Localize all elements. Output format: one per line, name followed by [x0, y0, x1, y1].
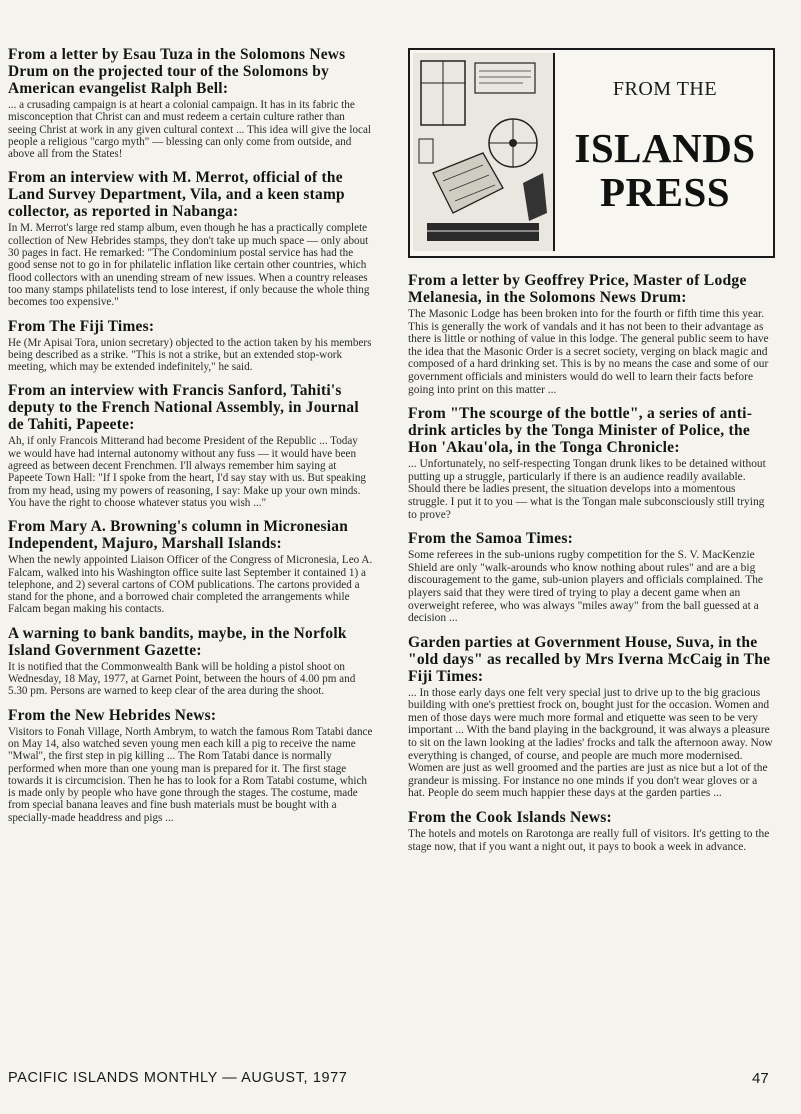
article-esau-tuza	[8, 46, 373, 160]
article-sanford	[8, 382, 373, 509]
masthead-box	[408, 48, 775, 258]
printing-press-illustration	[413, 53, 553, 251]
article-body: ... In those early days one felt very special just to drive up to the big gracious building with one's prettiest frock on, bought just for the occasion. Women and men of those days were much more formal and etiquette was seen to be very important ... With the band playing in the background, it was always a pleasure to sit on the lawn looking at the ladies' frocks and talk the afternoon away. Now everything is changed, of course, and people are much more modernised. Women are just as well groomed and the parties are just as nice but a lot of the grandeur is missing. For instance no one minds if you don't wear gloves or a hat. People do seem much happier these days at the garden parties ...	[408, 686, 773, 800]
article-browning	[8, 518, 373, 615]
article-body: It is notified that the Commonwealth Bank will be holding a pistol shoot on Wednesday, 18 May, 1977, at Garnet Point, between the hours of 4.00 pm and 5.30 pm. Persons are warned to keep clear of the area during the shoot.	[8, 660, 356, 698]
article-heading: From the Cook Islands News:	[408, 809, 612, 827]
article-cook-islands-news	[408, 809, 776, 853]
article-body: When the newly appointed Liaison Officer of the Congress of Micronesia, Leo A. Falcam, walked into his Washington office suite last September it contained 1) a telephone, and 2) several cartons of COM publications. The cartons provided a stand for the phone, and a borrowed chair completed the arrangements while Falcam began making his contacts.	[8, 554, 373, 616]
article-fiji-times-tora	[8, 318, 373, 374]
article-norfolk-gazette	[8, 625, 373, 698]
article-body: Visitors to Fonah Village, North Ambrym, to watch the famous Rom Tatabi dance on May 14, also watched seven young men each kill a pig to receive the name "Mwal", the first step in pig killing ... The Rom Tatabi dance is normally performed when more than one young man is prepared for it. The first stage towards it is circumcision. Then he has to look for a Rom Tatabi costume, which is made only by people who have gone through the stages. The costume, made from special banana leaves and fine bush materials must be bought with a specially-made headdress and pigs ...	[8, 725, 373, 824]
article-heading: From "The scourge of the bottle", a series of anti-drink articles by the Tonga Minister of Police, the Hon 'Akau'ola, in the Tonga Chronicle:	[408, 405, 753, 457]
publication-footer: PACIFIC ISLANDS MONTHLY — AUGUST, 1977	[8, 1070, 348, 1086]
article-body: He (Mr Apisai Tora, union secretary) objected to the action taken by his members being described as a strike. "This is not a strike, but an extended stop-work meeting, which may be extended indefinitely," he said.	[8, 336, 372, 374]
article-body: In M. Merrot's large red stamp album, even though he has a practically complete collection of New Hebrides stamps, they don't take up much space — only about 30 pages in fact. He remarked: "The Condominium postal service has had the good sense not to go in for philatelic inflation like certain other countries, which flood collectors with an unending stream of new issues. When a country releases too many stamps philatelists tend to lose interest, if only because the whole thing becomes too expensive."	[8, 222, 370, 309]
article-geoffrey-price	[408, 272, 776, 396]
right-column	[408, 272, 776, 862]
masthead-line3: PRESS	[599, 169, 731, 215]
article-body: The Masonic Lodge has been broken into for the fourth or fifth time this year. This is generally the work of vandals and it has not been to their advantage as there is little or nothing of value in this lodge. The general public seem to have the idea that the Masonic Order is a secret society, verging on black magic and composed of a hard drinking set. This is by no means the case and some of our government officials and ministers would do well to learn their facts before going into print on this matter ...	[408, 308, 769, 396]
article-heading: A warning to bank bandits, maybe, in the Norfolk Island Government Gazette:	[8, 624, 347, 659]
article-heading: From the Samoa Times:	[408, 530, 574, 548]
article-new-hebrides-news	[8, 707, 373, 824]
page-number: 47	[752, 1070, 769, 1087]
article-body: ... a crusading campaign is at heart a colonial campaign. It has in its fabric the misconception that Christ can and must redeem a certain culture rather than seeing Christ at work in any given cultural context ... This idea will give the local people a religious "cargo myth" — blessing can only come from outside, and above all from the States!	[8, 99, 372, 161]
masthead-illustration	[413, 53, 555, 251]
article-merrot	[8, 169, 373, 308]
article-heading: From a letter by Geoffrey Price, Master of Lodge Melanesia, in the Solomons News Drum:	[408, 272, 747, 306]
masthead-title	[560, 126, 770, 214]
article-samoa-times	[408, 530, 776, 625]
article-body: The hotels and motels on Rarotonga are really full of visitors. It's getting to the stage now, that if you want a night out, it pays to book a week in advance.	[408, 828, 770, 853]
article-heading: From an interview with M. Merrot, official of the Land Survey Department, Vila, and a keen stamp collector, as reported in Nabanga:	[8, 169, 345, 221]
article-garden-parties	[408, 634, 776, 800]
article-heading: From an interview with Francis Sanford, Tahiti's deputy to the French National Assembly, in Journal de Tahiti, Papeete:	[8, 382, 359, 434]
article-heading: Garden parties at Government House, Suva, in the "old days" as recalled by Mrs Iverna McCaig in The Fiji Times:	[408, 633, 771, 685]
article-body: Some referees in the sub-unions rugby competition for the S. V. MacKenzie Shield are only "walk-arounds who know nothing about rules" and are a big discouragement to the game, sub-union players and officials complained. The players said that they were tired of trying to play a decent game when an overweight referee, who was always "miles away" from the ball guessed at a decision ...	[408, 549, 763, 625]
masthead-line2: ISLANDS	[574, 125, 756, 171]
article-heading: From the New Hebrides News:	[8, 706, 217, 724]
left-column	[8, 46, 373, 833]
article-heading: From Mary A. Browning's column in Micronesian Independent, Majuro, Marshall Islands:	[8, 518, 349, 553]
masthead-line1: FROM THE	[612, 78, 718, 100]
article-tonga-chronicle	[408, 405, 776, 521]
article-heading: From a letter by Esau Tuza in the Solomons News Drum on the projected tour of the Solomons by American evangelist Ralph Bell:	[8, 46, 346, 97]
article-body: Ah, if only Francois Mitterand had become President of the Republic ... Today we would have had internal autonomy without any fuss — it would have been agreed as between decent Frenchmen. I'll always remember him saying at Papeete Town Hall: "If I spoke from the heart, I'd say stay with us. But speaking from my head, using my powers of reasoning, I say: Make up your own minds. You have the right to choose whatever status you wish ..."	[8, 435, 366, 509]
article-heading: From The Fiji Times:	[8, 317, 155, 335]
article-body: ... Unfortunately, no self-respecting Tongan drunk likes to be detained without putting up a struggle, particularly if there is an audience readily available. Should there be ladies present, the situation develops into a momentous struggle. I put it to you — what is the Tongan male subconsciously still trying to prove?	[408, 458, 766, 521]
